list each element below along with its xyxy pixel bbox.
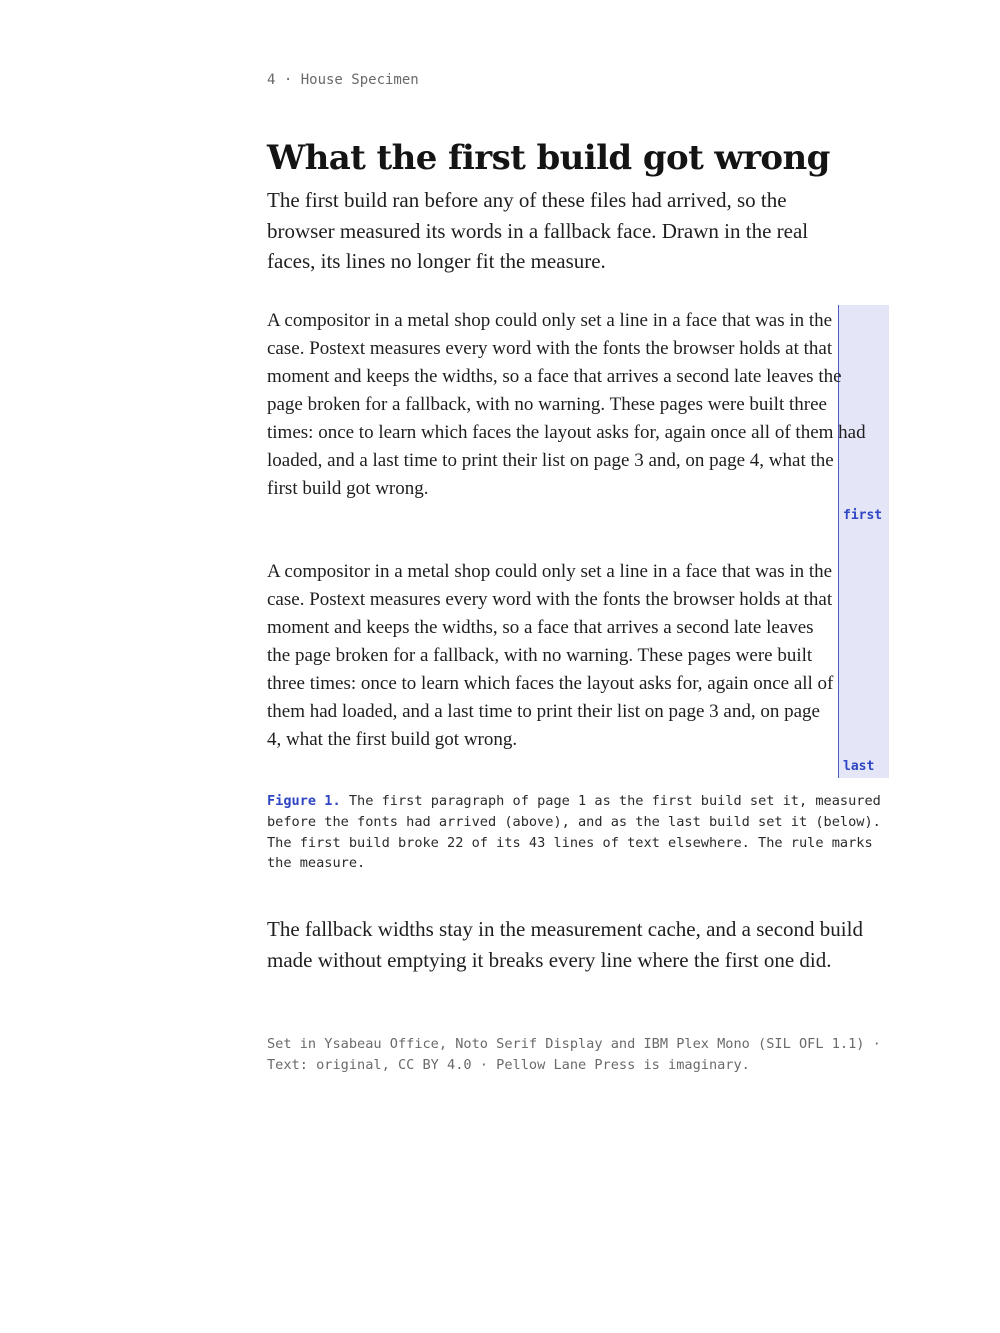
lede-paragraph: The first build ran before any of these files had arrived, so the browser measured its words in a fallback face. Drawn in the real faces, its lines no longer fit the measure. bbox=[267, 188, 809, 273]
page-title: What the first build got wrong bbox=[267, 138, 830, 178]
label-first: first bbox=[843, 508, 883, 523]
figure-caption-label: Figure 1. bbox=[267, 793, 341, 809]
colophon: Set in Ysabeau Office, Noto Serif Display and IBM Plex Mono (SIL OFL 1.1) · Text: original, CC BY 4.0 · Pellow Lane Press is imaginary. bbox=[267, 1036, 881, 1073]
figure-caption bbox=[267, 791, 885, 874]
figure-first-build-paragraph: A compositor in a metal shop could only set a line in a face that was in the case. Postext measures every word with the fonts the browser holds at that moment and keeps the widths, so a face that arrives a second late leaves the page broken for a fallback, with no warning. These pages were built three times: once to learn which faces the layout asks for, again once all of them had loaded, and a last time to print their list on page 3 and, on page 4, what the first build got wrong. bbox=[267, 310, 866, 499]
figure-caption-text: The first paragraph of page 1 as the first build set it, measured before the fonts had arrived (above), and as the last build set it (below). The first build broke 22 of its 43 lines of text elsewhere. The rule marks the measure. bbox=[267, 793, 881, 872]
body-paragraph: The fallback widths stay in the measurement cache, and a second build made without emptying it breaks every line where the first one did. bbox=[267, 917, 863, 972]
label-last: last bbox=[843, 759, 875, 774]
figure-last-build-paragraph: A compositor in a metal shop could only set a line in a face that was in the case. Postext measures every word with the fonts the browser holds at that moment and keeps the widths, so a face that arrives a second late leaves the page broken for a fallback, with no warning. These pages were built three times: once to learn which faces the layout asks for, again once all of them had loaded, and a last time to print their list on page 3 and, on page 4, what the first build got wrong. bbox=[267, 561, 834, 750]
running-head: 4 · House Specimen bbox=[267, 72, 419, 88]
